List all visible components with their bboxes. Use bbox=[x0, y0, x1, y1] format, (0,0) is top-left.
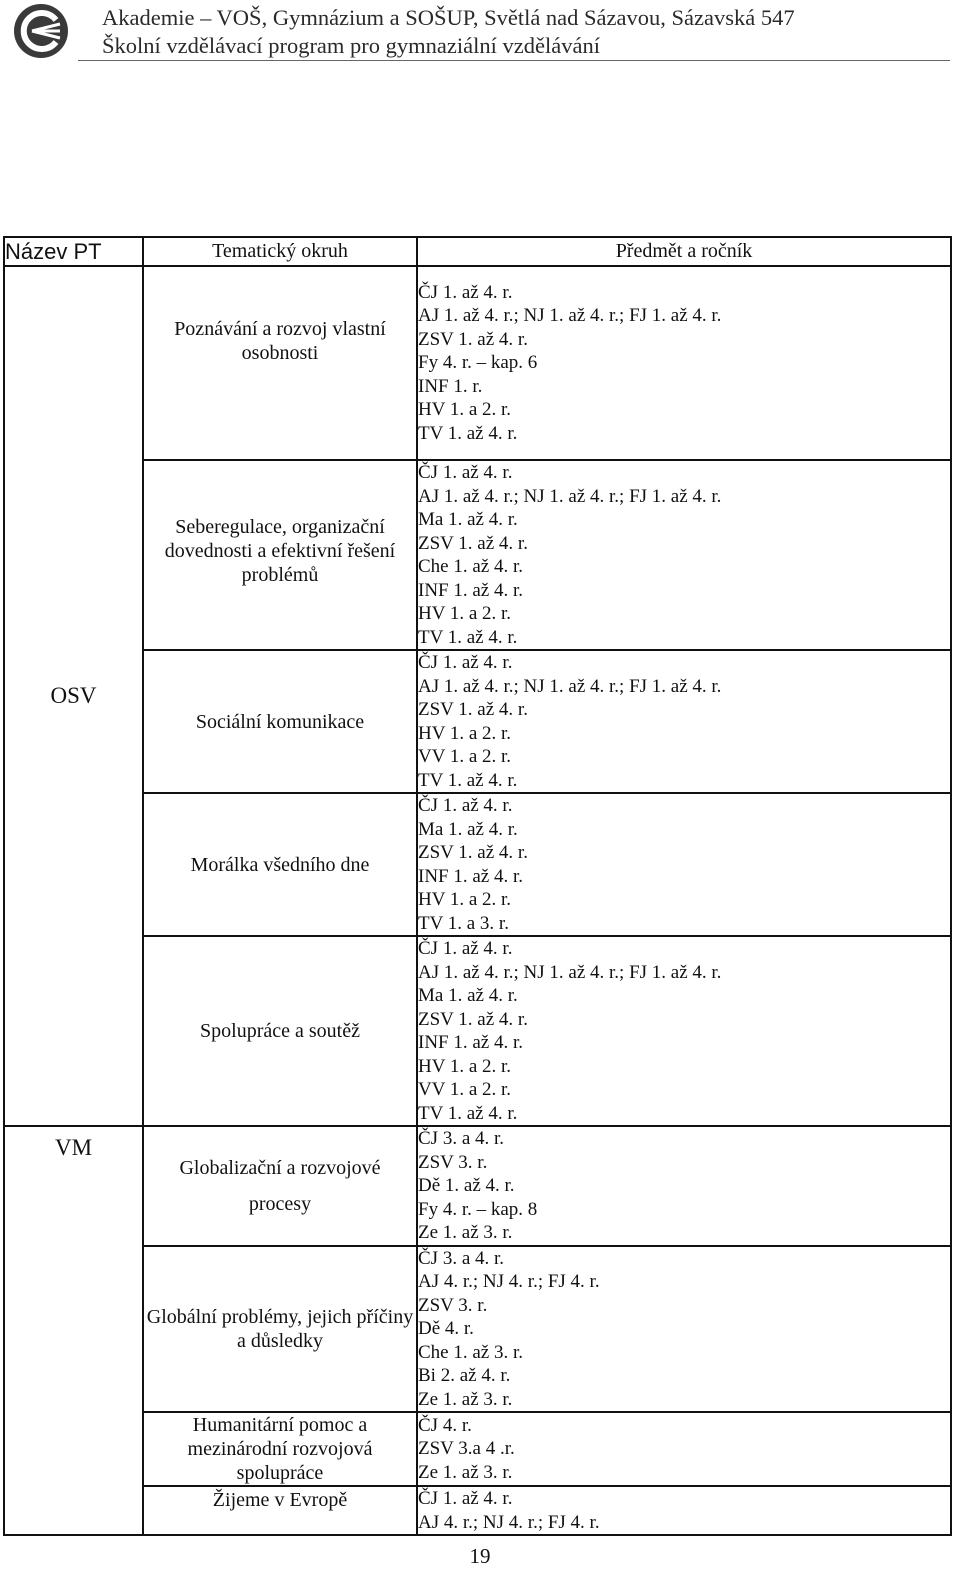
subject-line: HV 1. a 2. r. bbox=[418, 889, 512, 910]
okruh-line: procesy bbox=[248, 1192, 312, 1215]
subject-cell bbox=[417, 266, 951, 460]
okruh-cell: Poznávání a rozvoj vlastní osobnosti bbox=[143, 266, 417, 460]
table-row bbox=[4, 650, 951, 793]
subject-line: ZSV 1. až 4. r. bbox=[418, 328, 528, 350]
subject-line: Ma 1. až 4. r. bbox=[418, 509, 518, 530]
pt-label-vm: VM bbox=[54, 1135, 93, 1160]
subject-line: Che 1. až 3. r. bbox=[418, 1341, 524, 1363]
subject-line: AJ 4. r.; NJ 4. r.; FJ 4. r. bbox=[418, 1511, 600, 1533]
school-logo-icon bbox=[12, 2, 70, 60]
page-number: 19 bbox=[469, 1544, 491, 1568]
subject-line: HV 1. a 2. r. bbox=[418, 1055, 512, 1077]
subject-line: ZSV 3.a 4 .r. bbox=[418, 1438, 515, 1460]
subject-line: AJ 1. až 4. r.; NJ 1. až 4. r.; FJ 1. až 4. r. bbox=[418, 305, 722, 327]
subject-cell bbox=[417, 460, 951, 650]
subject-line: Ze 1. až 3. r. bbox=[418, 1461, 513, 1483]
table-row bbox=[4, 793, 951, 936]
table-row bbox=[4, 1126, 951, 1246]
column-header-predmet: Předmět a ročník bbox=[417, 237, 951, 266]
subject-line: AJ 1. až 4. r.; NJ 1. až 4. r.; FJ 1. až 4. r. bbox=[418, 675, 722, 697]
subject-line: Bi 2. až 4. r. bbox=[418, 1365, 511, 1386]
okruh-cell: Globální problémy, jejich příčiny a důsledky bbox=[143, 1246, 417, 1413]
subject-cell bbox=[417, 793, 951, 936]
subject-line: ČJ 1. až 4. r. bbox=[418, 281, 513, 303]
okruh-cell bbox=[143, 1126, 417, 1246]
subject-line: TV 1. až 4. r. bbox=[418, 1102, 518, 1124]
subject-line: ČJ 3. a 4. r. bbox=[418, 1128, 505, 1149]
subject-cell bbox=[417, 1246, 951, 1413]
header-line-1: Akademie – VOŠ, Gymnázium a SOŠUP, Světlá nad Sázavou, Sázavská 547 bbox=[102, 5, 795, 30]
subject-line: AJ 1. až 4. r.; NJ 1. až 4. r.; FJ 1. až 4. r. bbox=[418, 485, 722, 507]
subject-cell bbox=[417, 1486, 951, 1535]
subject-line: Ma 1. až 4. r. bbox=[418, 818, 518, 840]
subject-line: TV 1. a 3. r. bbox=[418, 912, 509, 934]
subject-line: TV 1. až 4. r. bbox=[418, 626, 518, 648]
subject-line: INF 1. až 4. r. bbox=[418, 579, 524, 601]
subject-line: INF 1. r. bbox=[418, 375, 483, 397]
subject-line: Ma 1. až 4. r. bbox=[418, 985, 518, 1006]
subject-line: Ze 1. až 3. r. bbox=[418, 1388, 513, 1410]
subject-line: ČJ 1. až 4. r. bbox=[418, 938, 513, 959]
subject-line: Ze 1. až 3. r. bbox=[418, 1222, 513, 1243]
subject-line: INF 1. až 4. r. bbox=[418, 865, 524, 887]
subject-line: Dě 1. až 4. r. bbox=[418, 1175, 515, 1196]
subject-line: ZSV 1. až 4. r. bbox=[418, 532, 528, 554]
subject-line: Fy 4. r. – kap. 8 bbox=[418, 1198, 538, 1220]
table-row bbox=[4, 1246, 951, 1413]
subject-line: INF 1. až 4. r. bbox=[418, 1032, 524, 1053]
okruh-cell: Žijeme v Evropě bbox=[143, 1486, 417, 1535]
column-header-okruh: Tematický okruh bbox=[143, 237, 417, 266]
subject-cell bbox=[417, 1126, 951, 1246]
okruh-cell: Humanitární pomoc a mezinárodní rozvojová spolupráce bbox=[143, 1412, 417, 1486]
subject-line: ČJ 1. až 4. r. bbox=[418, 795, 513, 816]
okruh-cell: Morálka všedního dne bbox=[143, 793, 417, 936]
cross-curricular-themes-table bbox=[3, 236, 952, 1536]
page-header bbox=[0, 0, 960, 62]
subject-line: ČJ 3. a 4. r. bbox=[418, 1247, 505, 1269]
table-header-row bbox=[4, 237, 951, 266]
pt-cell-osv: OSV bbox=[4, 266, 143, 1126]
okruh-cell: Sociální komunikace bbox=[143, 650, 417, 793]
subject-line: Fy 4. r. – kap. 6 bbox=[418, 352, 538, 374]
subject-line: ČJ 4. r. bbox=[418, 1414, 472, 1436]
table-row bbox=[4, 936, 951, 1126]
subject-line: Che 1. až 4. r. bbox=[418, 556, 524, 577]
subject-line: ČJ 1. až 4. r. bbox=[418, 652, 513, 673]
table-row bbox=[4, 266, 951, 460]
header-text bbox=[102, 4, 795, 60]
okruh-cell: Spolupráce a soutěž bbox=[143, 936, 417, 1126]
subject-line: ZSV 1. až 4. r. bbox=[418, 842, 528, 863]
subject-line: VV 1. a 2. r. bbox=[418, 746, 512, 767]
subject-line: HV 1. a 2. r. bbox=[418, 603, 512, 624]
subject-line: ZSV 1. až 4. r. bbox=[418, 699, 528, 720]
subject-line: AJ 4. r.; NJ 4. r.; FJ 4. r. bbox=[418, 1271, 600, 1292]
pt-cell-vm bbox=[4, 1126, 143, 1535]
column-header-pt: Název PT bbox=[4, 237, 143, 266]
subject-cell bbox=[417, 936, 951, 1126]
okruh-line: Globalizační a rozvojové bbox=[179, 1156, 381, 1179]
okruh-cell: Seberegulace, organizační dovednosti a efektivní řešení problémů bbox=[143, 460, 417, 650]
header-divider bbox=[78, 60, 950, 61]
subject-line: HV 1. a 2. r. bbox=[418, 722, 512, 744]
subject-line: ČJ 1. až 4. r. bbox=[418, 1488, 513, 1509]
subject-cell bbox=[417, 650, 951, 793]
subject-line: HV 1. a 2. r. bbox=[418, 399, 512, 421]
subject-cell bbox=[417, 1412, 951, 1486]
subject-line: VV 1. a 2. r. bbox=[418, 1079, 512, 1100]
table-row bbox=[4, 460, 951, 650]
subject-line: Dě 4. r. bbox=[418, 1318, 474, 1339]
subject-line: AJ 1. až 4. r.; NJ 1. až 4. r.; FJ 1. až 4. r. bbox=[418, 961, 722, 983]
subject-line: TV 1. až 4. r. bbox=[418, 769, 518, 791]
subject-line: ČJ 1. až 4. r. bbox=[418, 462, 513, 483]
subject-line: ZSV 3. r. bbox=[418, 1151, 488, 1173]
subject-line: ZSV 1. až 4. r. bbox=[418, 1008, 528, 1030]
subject-line: ZSV 3. r. bbox=[418, 1294, 488, 1316]
subject-line: TV 1. až 4. r. bbox=[418, 422, 518, 444]
table-row bbox=[4, 1412, 951, 1486]
header-line-2: Školní vzdělávací program pro gymnaziální vzdělávání bbox=[102, 33, 600, 58]
table-row bbox=[4, 1486, 951, 1535]
